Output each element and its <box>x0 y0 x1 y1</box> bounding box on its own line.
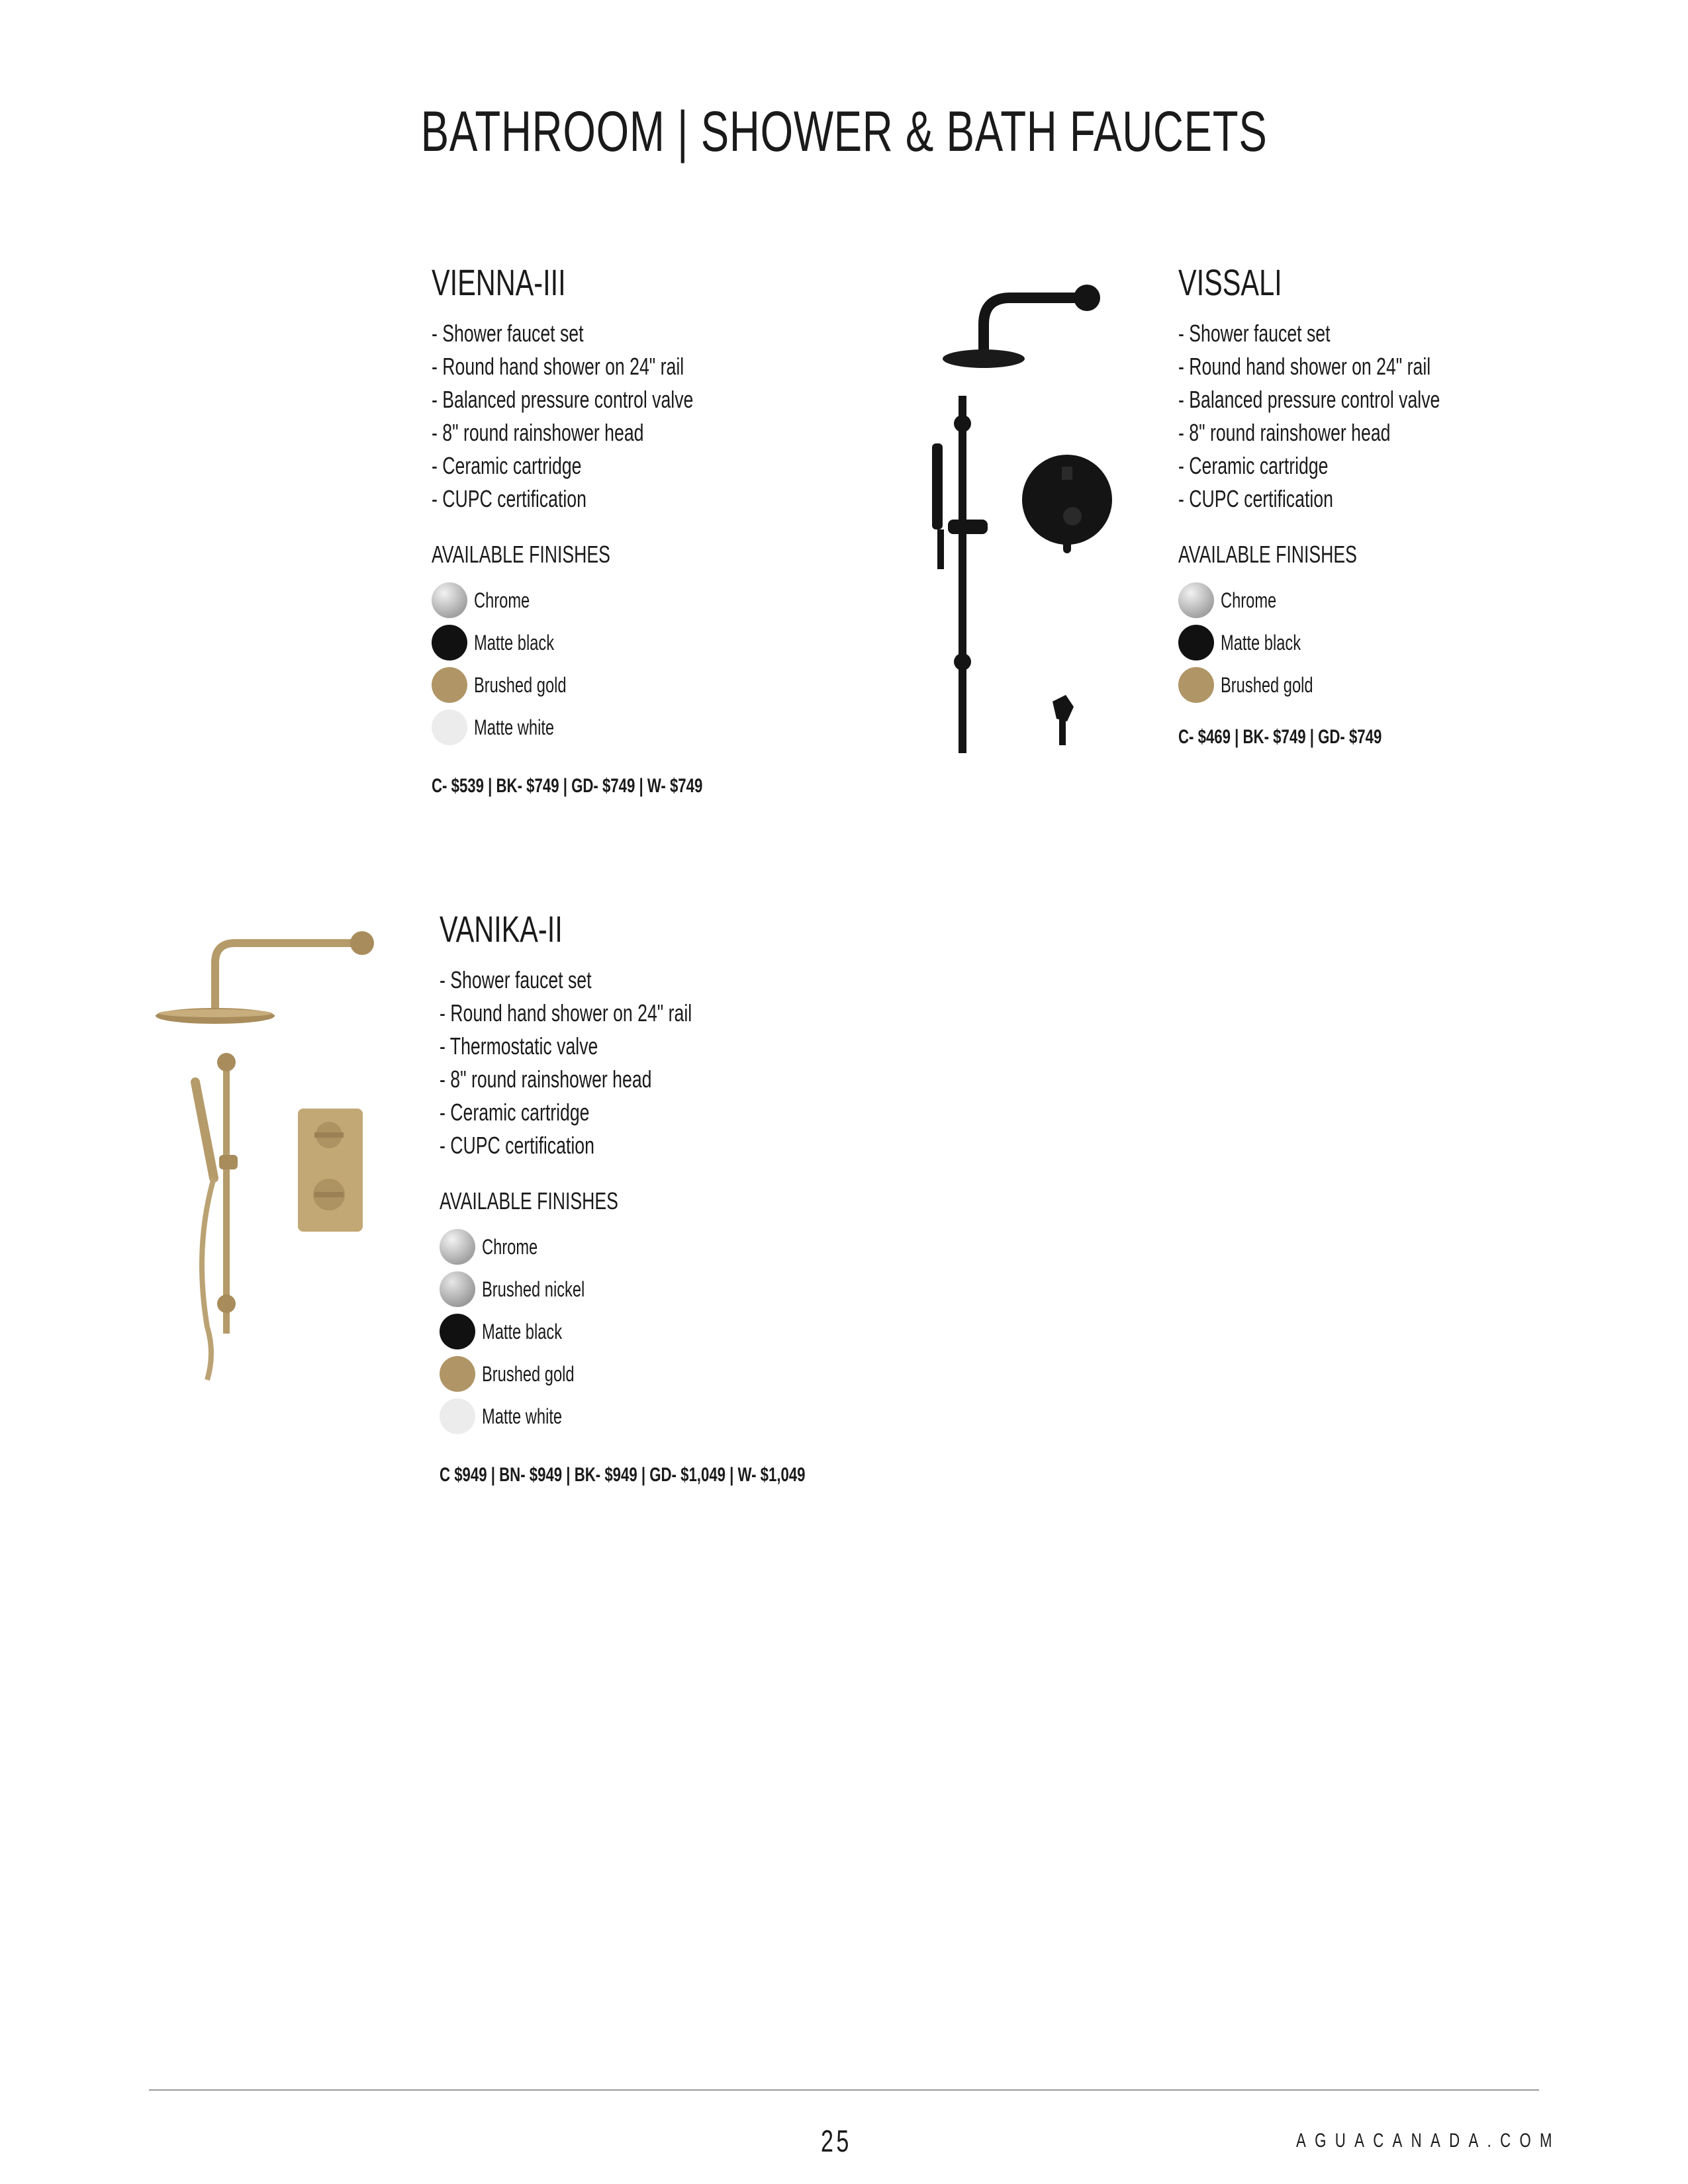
brushed-gold-swatch <box>1178 667 1214 703</box>
finish-matte-black <box>432 621 798 664</box>
feature-item: - 8" round rainshower head <box>432 419 644 446</box>
product-name: VIENNA-III <box>432 261 566 303</box>
feature-item: - 8" round rainshower head <box>1178 419 1391 446</box>
finish-brushed-gold <box>440 1353 934 1395</box>
feature-item: - Shower faucet set <box>1178 320 1331 347</box>
finish-label: Matte white <box>482 1404 563 1428</box>
finish-label: Brushed nickel <box>482 1277 585 1301</box>
finish-label: Matte black <box>474 631 555 655</box>
matte-white-swatch <box>432 709 467 745</box>
feature-item: - Round hand shower on 24" rail <box>440 999 692 1026</box>
chrome-swatch <box>432 582 467 618</box>
feature-item: - Balanced pressure control valve <box>1178 386 1440 413</box>
finish-label: Brushed gold <box>482 1362 575 1386</box>
gold-shower-set-illustration <box>149 917 374 1406</box>
finish-matte-white <box>440 1395 934 1437</box>
finish-chrome <box>440 1226 934 1268</box>
brushed-gold-swatch <box>432 667 467 703</box>
finish-label: Matte black <box>1221 631 1301 655</box>
matte-black-swatch <box>1178 625 1214 660</box>
black-shower-set-illustration <box>920 265 1119 754</box>
feature-item: - 8" round rainshower head <box>440 1066 652 1093</box>
finish-brushed-gold <box>432 664 798 706</box>
feature-item: - Shower faucet set <box>440 966 592 993</box>
finishes-heading: AVAILABLE FINISHES <box>1178 541 1357 568</box>
finish-brushed-gold <box>1178 664 1532 706</box>
feature-item: - Ceramic cartridge <box>432 452 582 479</box>
finish-label: Chrome <box>482 1235 538 1259</box>
price-line: C $949 | BN- $949 | BK- $949 | GD- $1,049 | W- $1,049 <box>440 1464 806 1486</box>
feature-item: - CUPC certification <box>440 1132 594 1159</box>
finish-label: Matte black <box>482 1320 563 1343</box>
page-number: 25 <box>821 2124 852 2158</box>
finishes-heading: AVAILABLE FINISHES <box>432 541 610 568</box>
finish-chrome <box>1178 579 1532 621</box>
matte-white-swatch <box>440 1398 475 1434</box>
finish-label: Brushed gold <box>1221 673 1313 697</box>
price-line: C- $469 | BK- $749 | GD- $749 <box>1178 726 1382 748</box>
feature-item: - Thermostatic valve <box>440 1032 598 1060</box>
matte-black-swatch <box>440 1314 475 1349</box>
feature-item: - CUPC certification <box>1178 485 1333 512</box>
finishes-heading: AVAILABLE FINISHES <box>440 1187 618 1214</box>
feature-item: - Round hand shower on 24" rail <box>1178 353 1431 380</box>
product-vissali <box>1178 261 1532 749</box>
finish-label: Matte white <box>474 715 555 739</box>
feature-item: - CUPC certification <box>432 485 586 512</box>
chrome-swatch <box>1178 582 1214 618</box>
product-image-vissali <box>920 265 1119 754</box>
product-name: VISSALI <box>1178 261 1282 303</box>
finish-chrome <box>432 579 798 621</box>
website-link[interactable]: AGUACANADA.COM <box>1296 2130 1561 2152</box>
finish-brushed-nickel <box>440 1268 934 1310</box>
chrome-swatch <box>440 1229 475 1265</box>
finish-matte-black <box>440 1310 934 1353</box>
finish-matte-white <box>432 706 798 749</box>
feature-item: - Balanced pressure control valve <box>432 386 694 413</box>
price-line: C- $539 | BK- $749 | GD- $749 | W- $749 <box>432 775 703 797</box>
finish-matte-black <box>1178 621 1532 664</box>
finish-label: Chrome <box>1221 588 1277 612</box>
product-vienna-iii <box>432 261 798 797</box>
product-vanika-ii <box>440 908 934 1486</box>
product-name: VANIKA-II <box>440 908 563 950</box>
footer-divider <box>149 2089 1539 2091</box>
page-title: BATHROOM | SHOWER & BATH FAUCETS <box>420 100 1268 163</box>
brushed-nickel-swatch <box>440 1271 475 1307</box>
feature-item: - Ceramic cartridge <box>1178 452 1329 479</box>
feature-item: - Round hand shower on 24" rail <box>432 353 684 380</box>
feature-item: - Ceramic cartridge <box>440 1099 590 1126</box>
feature-item: - Shower faucet set <box>432 320 584 347</box>
finish-label: Chrome <box>474 588 530 612</box>
finish-label: Brushed gold <box>474 673 567 697</box>
matte-black-swatch <box>432 625 467 660</box>
product-image-vanika-ii <box>149 917 374 1406</box>
brushed-gold-swatch <box>440 1356 475 1392</box>
